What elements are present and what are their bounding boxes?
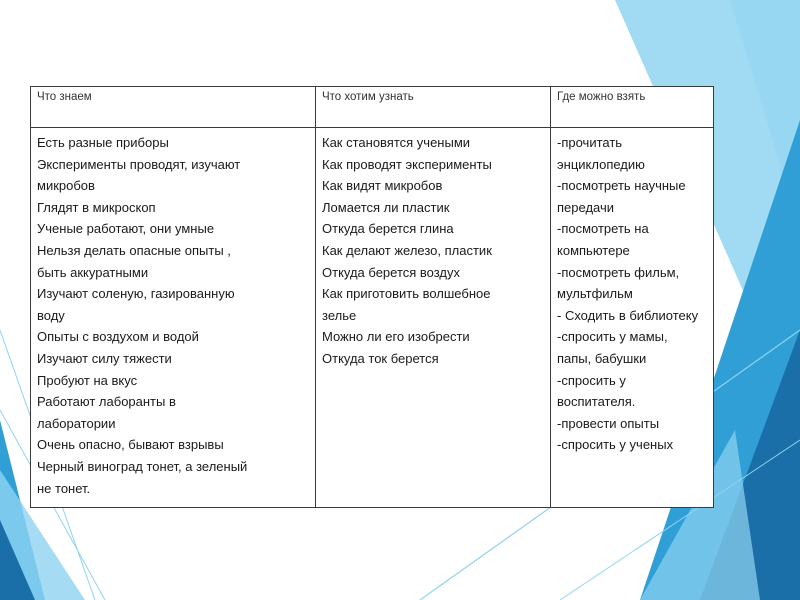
list-item: Черный виноград тонет, а зеленый xyxy=(37,458,248,474)
list-item: Как делают железо, пластик xyxy=(322,242,492,258)
list-item: микробов xyxy=(37,178,95,194)
list-item: Пробуют на вкус xyxy=(37,372,138,388)
list-item: компьютере xyxy=(557,242,630,258)
table-row xyxy=(31,128,714,508)
list-item: Как становятся учеными xyxy=(322,135,471,150)
list-item: -прочитать xyxy=(557,135,623,150)
list-item: не тонет. xyxy=(37,480,91,496)
list-item: -спросить у xyxy=(557,372,626,388)
list-item: Эксперименты проводят, изучают xyxy=(37,156,241,172)
cell-where-to-learn xyxy=(551,128,714,508)
list-item: Откуда берется глина xyxy=(322,221,454,237)
list-item: Нельзя делать опасные опыты , xyxy=(37,242,231,258)
list-item: -посмотреть фильм, xyxy=(557,264,680,280)
list-item: Работают лаборанты в xyxy=(37,394,176,410)
kwl-table xyxy=(30,86,714,508)
list-item: Изучают соленую, газированную xyxy=(37,286,235,302)
list-item: Глядят в микроскоп xyxy=(37,199,156,215)
cell-know xyxy=(31,128,316,508)
list-item: -посмотреть научные xyxy=(557,178,686,194)
list-item: папы, бабушки xyxy=(557,350,647,366)
list-item: Ломается ли пластик xyxy=(322,199,450,215)
list-item: Ученые работают, они умные xyxy=(37,221,215,237)
list-item: -спросить у мамы, xyxy=(557,329,668,345)
list-item: -провести опыты xyxy=(557,415,660,431)
cell-want-to-know xyxy=(316,128,551,508)
list-item: Откуда ток берется xyxy=(322,350,439,366)
list-item: Есть разные приборы xyxy=(37,135,169,150)
list-item: Как видят микробов xyxy=(322,178,443,194)
list-item: Можно ли его изобрести xyxy=(322,329,470,345)
list-item: воду xyxy=(37,307,65,323)
list-item: зелье xyxy=(322,307,357,323)
list-item: Как приготовить волшебное xyxy=(322,286,491,302)
list-item: - Сходить в библиотеку xyxy=(557,307,699,323)
list-item: воспитателя. xyxy=(557,394,636,410)
list-item: -посмотреть на xyxy=(557,221,649,237)
list-item: передачи xyxy=(557,199,615,215)
list-item: быть аккуратными xyxy=(37,264,149,280)
list-item: Изучают силу тяжести xyxy=(37,350,172,366)
table-header-row xyxy=(31,87,714,128)
list-item: мультфильм xyxy=(557,286,633,302)
list-item: энциклопедию xyxy=(557,156,645,172)
list-item: Опыты с воздухом и водой xyxy=(37,329,199,345)
list-item: Откуда берется воздух xyxy=(322,264,461,280)
list-item: -спросить у ученых xyxy=(557,437,674,453)
header-want-to-know: Что хотим узнать xyxy=(316,87,551,128)
list-item: Очень опасно, бывают взрывы xyxy=(37,437,224,453)
list-item: Как проводят эксперименты xyxy=(322,156,492,172)
header-where-to-learn: Где можно взять xyxy=(551,87,714,128)
list-item: лаборатории xyxy=(37,415,116,431)
header-know: Что знаем xyxy=(31,87,316,128)
